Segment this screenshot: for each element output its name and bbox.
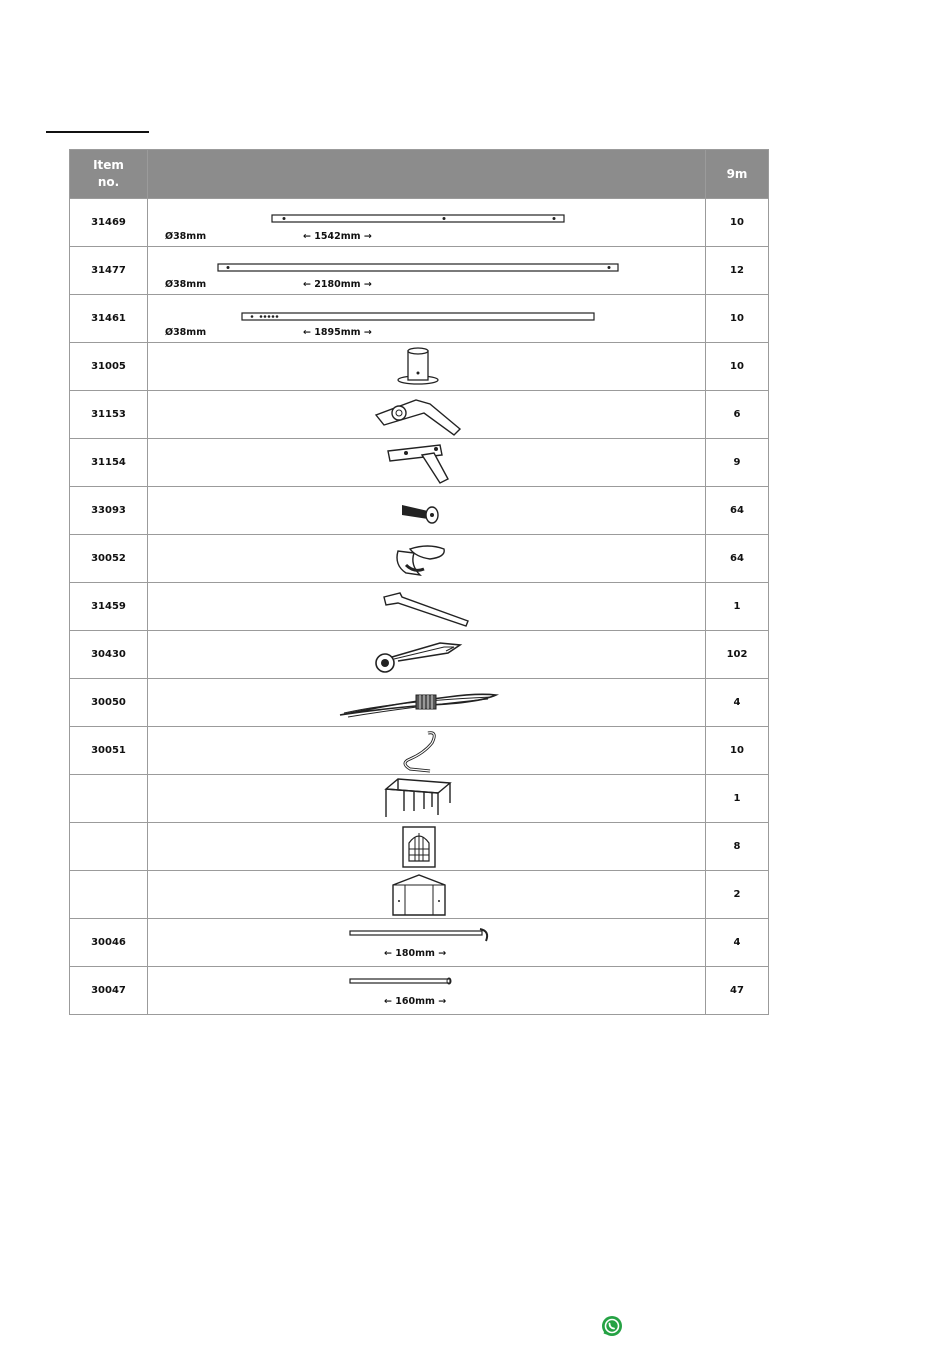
corner-connector-icon <box>148 391 705 438</box>
part-illustration <box>148 919 706 967</box>
quantity: 4 <box>706 679 769 727</box>
part-illustration <box>148 535 706 583</box>
item-number: 31153 <box>70 391 148 439</box>
part-illustration <box>148 967 706 1015</box>
quantity: 8 <box>706 823 769 871</box>
part-illustration <box>148 295 706 343</box>
quantity: 10 <box>706 343 769 391</box>
part-illustration <box>148 199 706 247</box>
hook-icon <box>148 727 705 774</box>
item-number: 31459 <box>70 583 148 631</box>
door-wall-icon <box>148 871 705 918</box>
rope-icon <box>148 679 705 726</box>
quantity: 64 <box>706 535 769 583</box>
table-row <box>70 391 769 439</box>
hex-key-icon <box>148 583 705 630</box>
quantity: 12 <box>706 247 769 295</box>
quantity: 10 <box>706 295 769 343</box>
parts-list-table <box>69 149 769 1015</box>
part-illustration <box>148 679 706 727</box>
pole-icon <box>148 199 705 246</box>
table-row <box>70 583 769 631</box>
table-row <box>70 823 769 871</box>
quantity: 47 <box>706 967 769 1015</box>
diameter-label: Ø38mm <box>165 327 207 338</box>
table-row <box>70 871 769 919</box>
part-illustration <box>148 727 706 775</box>
qty-9m-header: 9m <box>706 150 769 199</box>
table-row <box>70 247 769 295</box>
part-illustration <box>148 631 706 679</box>
window-wall-icon <box>148 823 705 870</box>
length-label: ← 1542mm → <box>303 231 372 242</box>
quantity: 1 <box>706 775 769 823</box>
item-number <box>70 775 148 823</box>
item-number: 30051 <box>70 727 148 775</box>
length-label: ← 2180mm → <box>303 279 372 290</box>
section-heading-underline <box>46 131 149 133</box>
part-illustration <box>148 343 706 391</box>
item-number: 33093 <box>70 487 148 535</box>
item-number: 30047 <box>70 967 148 1015</box>
roof-cover-icon <box>148 775 705 822</box>
part-illustration <box>148 487 706 535</box>
table-row <box>70 775 769 823</box>
pole-icon <box>148 295 705 342</box>
part-illustration <box>148 583 706 631</box>
item-number: 31477 <box>70 247 148 295</box>
length-label: ← 160mm → <box>384 996 447 1007</box>
t-connector-icon <box>148 439 705 486</box>
part-illustration <box>148 775 706 823</box>
part-illustration <box>148 391 706 439</box>
quantity: 1 <box>706 583 769 631</box>
bolt-icon <box>148 487 705 534</box>
part-illustration <box>148 871 706 919</box>
table-row <box>70 487 769 535</box>
length-label: ← 180mm → <box>384 948 447 959</box>
item-number: 30046 <box>70 919 148 967</box>
item-number: 31005 <box>70 343 148 391</box>
description-header <box>148 150 706 199</box>
table-row <box>70 343 769 391</box>
quantity: 9 <box>706 439 769 487</box>
table-row <box>70 727 769 775</box>
length-label: ← 1895mm → <box>303 327 372 338</box>
quantity: 64 <box>706 487 769 535</box>
whatsapp-icon[interactable] <box>601 1315 623 1337</box>
item-number: 31469 <box>70 199 148 247</box>
diameter-label: Ø38mm <box>165 279 207 290</box>
item-number <box>70 823 148 871</box>
item-number: 30430 <box>70 631 148 679</box>
quantity: 102 <box>706 631 769 679</box>
table-row <box>70 535 769 583</box>
item-number: 31461 <box>70 295 148 343</box>
item-no-header: Item no. <box>70 150 148 199</box>
item-number: 30050 <box>70 679 148 727</box>
pole-icon <box>148 247 705 294</box>
table-row <box>70 679 769 727</box>
ball-bungee-icon <box>148 631 705 678</box>
part-illustration <box>148 823 706 871</box>
table-header-row <box>70 150 769 199</box>
table-row <box>70 919 769 967</box>
table-row <box>70 439 769 487</box>
part-illustration <box>148 247 706 295</box>
table-row <box>70 295 769 343</box>
table-row <box>70 199 769 247</box>
item-number: 30052 <box>70 535 148 583</box>
quantity: 2 <box>706 871 769 919</box>
item-number <box>70 871 148 919</box>
quantity: 10 <box>706 199 769 247</box>
quantity: 4 <box>706 919 769 967</box>
wing-nut-icon <box>148 535 705 582</box>
quantity: 10 <box>706 727 769 775</box>
table-row <box>70 631 769 679</box>
table-row <box>70 967 769 1015</box>
diameter-label: Ø38mm <box>165 231 207 242</box>
item-number: 31154 <box>70 439 148 487</box>
quantity: 6 <box>706 391 769 439</box>
foot-plate-icon <box>148 343 705 390</box>
part-illustration <box>148 439 706 487</box>
